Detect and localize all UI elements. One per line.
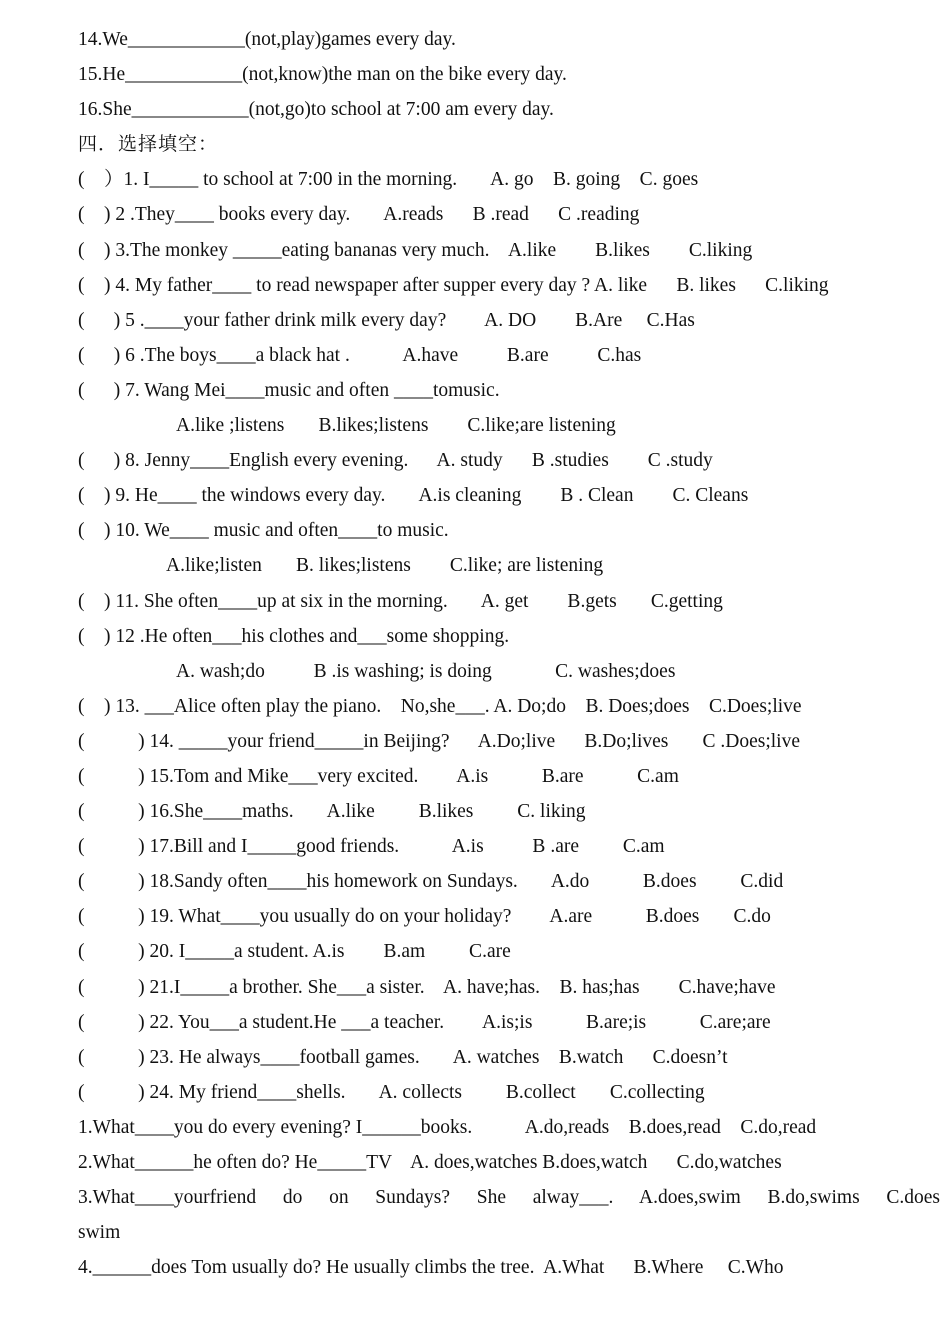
question-17: ( ) 17.Bill and I_____good friends. A.is B .are C.am	[78, 836, 665, 858]
question-12: ( ) 12 .He often___his clothes and___some shopping.	[78, 625, 510, 647]
extra-question-3: 3.What____yourfriend do on Sundays? She alway___. A.does,swim B.do,swims C.does	[78, 1187, 940, 1209]
extra-question-1: 1.What____you do every evening? I______books. A.do,reads B.does,read C.do,read	[78, 1116, 817, 1138]
question-4: ( ) 4. My father____ to read newspaper after supper every day ? A. like B. likes C.liking	[78, 274, 829, 296]
question-3: ( ) 3.The monkey _____eating bananas very much. A.like B.likes C.liking	[78, 239, 753, 261]
question-8: ( ) 8. Jenny____English every evening. A. study B .studies C .study	[78, 450, 713, 472]
question-11: ( ) 11. She often____up at six in the morning. A. get B.gets C.getting	[78, 590, 723, 612]
question-16: ( ) 16.She____maths. A.like B.likes C. liking	[78, 801, 586, 823]
section-heading: 四．选择填空：	[78, 133, 219, 156]
question-21: ( ) 21.I_____a brother. She___a sister. A. have;has. B. has;has C.have;have	[78, 976, 776, 998]
question-19: ( ) 19. What____you usually do on your holiday? A.are B.does C.do	[78, 906, 771, 928]
exercise-line-16: 16.She____________(not,go)to school at 7:00 am every day.	[78, 99, 554, 121]
question-7-options: A.like ;listens B.likes;listens C.like;are listening	[176, 415, 616, 437]
question-7: ( ) 7. Wang Mei____music and often ____tomusic.	[78, 379, 500, 401]
question-6: ( ) 6 .The boys____a black hat . A.have B.are C.has	[78, 344, 642, 366]
worksheet	[78, 22, 940, 1285]
question-1: ( ）1. I_____ to school at 7:00 in the morning. A. go B. going C. goes	[78, 169, 699, 191]
question-12-options: A. wash;do B .is washing; is doing C. washes;does	[176, 660, 676, 682]
question-20: ( ) 20. I_____a student. A.is B.am C.are	[78, 941, 511, 963]
extra-question-2: 2.What______he often do? He_____TV A. does,watches B.does,watch C.do,watches	[78, 1152, 782, 1173]
question-10-options: A.like;listen B. likes;listens C.like; are listening	[166, 555, 604, 577]
question-13: ( ) 13. ___Alice often play the piano. No,she___. A. Do;do B. Does;does C.Does;live	[78, 695, 802, 717]
question-5: ( ) 5 .____your father drink milk every day? A. DO B.Are C.Has	[78, 309, 695, 331]
question-24: ( ) 24. My friend____shells. A. collects B.collect C.collecting	[78, 1081, 705, 1103]
exercise-line-14: 14.We____________(not,play)games every day.	[78, 29, 456, 50]
question-22: ( ) 22. You___a student.He ___a teacher. A.is;is B.are;is C.are;are	[78, 1011, 771, 1033]
question-23: ( ) 23. He always____football games. A. watches B.watch C.doesn’t	[78, 1046, 728, 1068]
extra-question-4: 4.______does Tom usually do? He usually climbs the tree. A.What B.Where C.Who	[78, 1257, 784, 1279]
question-9: ( ) 9. He____ the windows every day. A.is cleaning B . Clean C. Cleans	[78, 485, 749, 507]
question-10: ( ) 10. We____ music and often____to music.	[78, 520, 449, 542]
extra-question-3-continued: swim	[78, 1222, 121, 1244]
question-2: ( ) 2 .They____ books every day. A.reads B .read C .reading	[78, 204, 640, 226]
question-15: ( ) 15.Tom and Mike___very excited. A.is B.are C.am	[78, 765, 679, 787]
exercise-line-15: 15.He____________(not,know)the man on the bike every day.	[78, 64, 567, 86]
question-18: ( ) 18.Sandy often____his homework on Sundays. A.do B.does C.did	[78, 871, 784, 893]
question-14: ( ) 14. _____your friend_____in Beijing? A.Do;live B.Do;lives C .Does;live	[78, 730, 800, 752]
